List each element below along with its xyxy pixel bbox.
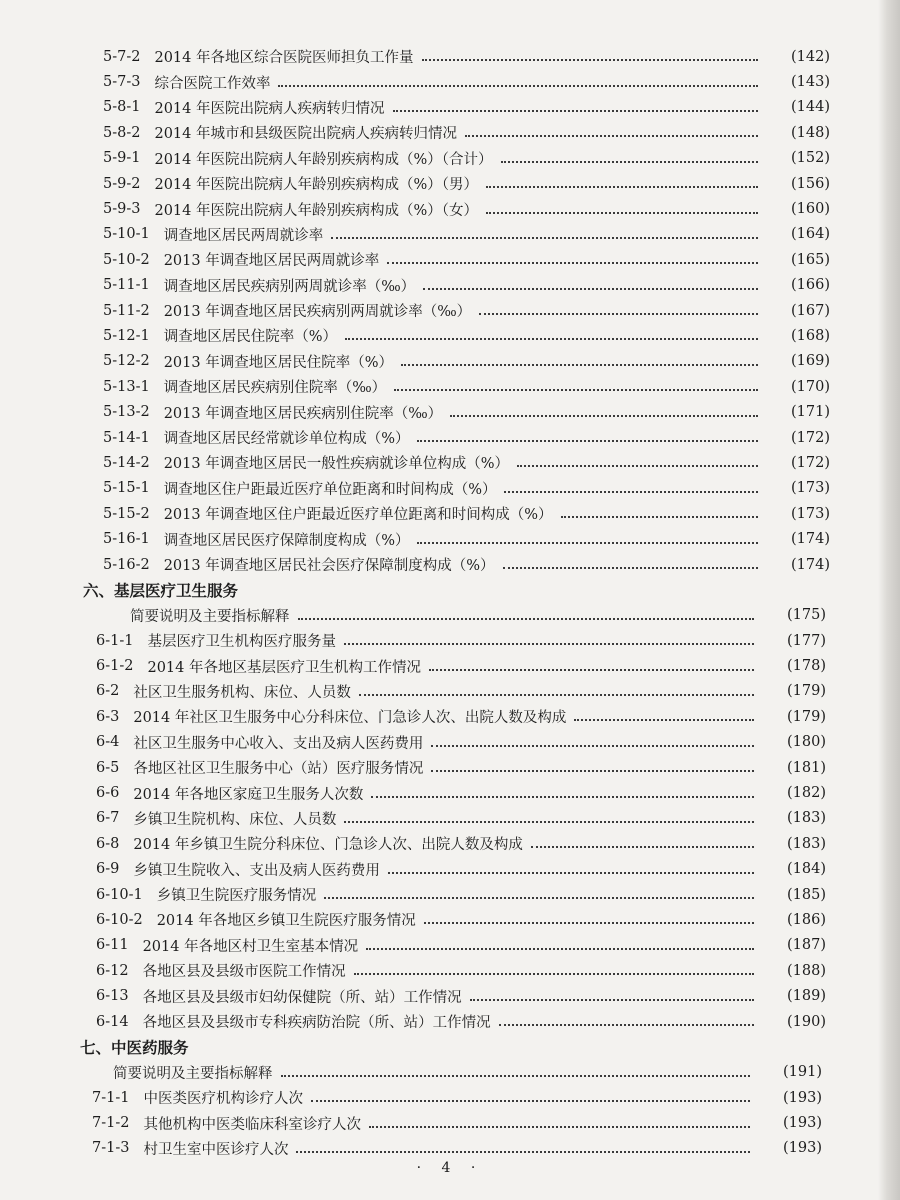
- entry-page: (179): [787, 683, 826, 700]
- entry-number: 6-1-2: [96, 658, 134, 675]
- entry-title: 综合医院工作效率: [154, 75, 271, 92]
- entry-page: (183): [787, 835, 826, 852]
- toc-entry[interactable]: [0, 831, 900, 856]
- entry-number: 6-13: [96, 988, 129, 1005]
- entry-page: (188): [787, 962, 826, 979]
- dot-leader: [359, 693, 754, 696]
- entry-number: 5-16-2: [103, 556, 150, 573]
- entry-number: 6-6: [96, 785, 120, 802]
- dot-leader: [431, 769, 754, 772]
- dot-leader: [417, 541, 758, 544]
- entry-number: 6-11: [96, 937, 129, 954]
- entry-number: 5-15-1: [103, 480, 150, 497]
- dot-leader: [531, 845, 754, 848]
- entry-number: 5-16-1: [103, 531, 150, 548]
- dot-leader: [504, 490, 758, 493]
- toc-entry[interactable]: [0, 958, 900, 983]
- entry-page: (152): [791, 150, 830, 167]
- section-heading-7[interactable]: 七、中医药服务: [80, 1037, 189, 1057]
- entry-title: 乡镇卫生院收入、支出及病人医药费用: [133, 862, 380, 879]
- toc-entry[interactable]: [0, 349, 900, 374]
- entry-page: (191): [783, 1064, 822, 1081]
- entry-page: (172): [791, 454, 830, 471]
- entry-number: 5-13-1: [103, 378, 150, 395]
- entry-number: 6-12: [96, 962, 129, 979]
- entry-page: (144): [791, 99, 830, 116]
- entry-title: 简要说明及主要指标解释: [130, 608, 290, 625]
- dot-leader: [465, 134, 758, 137]
- entry-page: (183): [787, 810, 826, 827]
- toc-entry[interactable]: [0, 222, 900, 247]
- entry-title: 2013 年调查地区居民住院率（%）: [163, 354, 393, 371]
- toc-entry[interactable]: [0, 69, 900, 94]
- entry-title: 中医类医疗机构诊疗人次: [143, 1091, 303, 1108]
- entry-title: 2014 年各地区综合医院医师担负工作量: [154, 50, 414, 67]
- dot-leader: [388, 871, 754, 874]
- dot-leader: [296, 1150, 750, 1153]
- entry-number: 6-9: [96, 861, 120, 878]
- toc-entry[interactable]: [0, 476, 900, 501]
- entry-title: 2013 年调查地区居民两周就诊率: [163, 253, 380, 270]
- toc-entry[interactable]: [0, 425, 900, 450]
- entry-number: 6-5: [96, 759, 120, 776]
- entry-page: (181): [787, 759, 826, 776]
- dot-leader: [354, 972, 754, 975]
- entry-page: (182): [787, 785, 826, 802]
- entry-title: 调查地区住户距最近医疗单位距离和时间构成（%）: [163, 481, 497, 498]
- entry-title: 调查地区居民经常就诊单位构成（%）: [163, 431, 410, 448]
- entry-page: (187): [787, 937, 826, 954]
- entry-page: (165): [791, 251, 830, 268]
- dot-leader: [344, 820, 754, 823]
- entry-number: 6-8: [96, 835, 120, 852]
- entry-page: (193): [783, 1089, 822, 1106]
- entry-title: 2013 年调查地区居民疾病别两周就诊率（‰）: [163, 304, 472, 321]
- toc-chapter-7-entries: [0, 1085, 900, 1161]
- toc-entry[interactable]: [0, 806, 900, 831]
- entry-number: 5-8-1: [103, 99, 141, 116]
- dot-leader: [311, 1099, 750, 1102]
- toc-entry[interactable]: [0, 501, 900, 526]
- entry-number: 6-14: [96, 1013, 129, 1030]
- entry-page: (193): [783, 1140, 822, 1157]
- entry-title: 调查地区居民住院率（%）: [163, 329, 337, 346]
- dot-leader: [424, 921, 754, 924]
- entry-title: 乡镇卫生院机构、床位、人员数: [133, 811, 337, 828]
- entry-number: 5-7-3: [103, 74, 141, 91]
- entry-number: 6-3: [96, 708, 120, 725]
- entry-title: 2014 年各地区乡镇卫生院医疗服务情况: [156, 913, 416, 930]
- dot-leader: [281, 1074, 751, 1077]
- entry-number: 5-10-2: [103, 251, 150, 268]
- entry-page: (174): [791, 556, 830, 573]
- entry-number: 5-9-1: [103, 150, 141, 167]
- toc-entry[interactable]: [0, 146, 900, 171]
- entry-title: 2014 年城市和县级医院出院病人疾病转归情况: [154, 126, 457, 143]
- entry-number: 5-7-2: [103, 48, 141, 65]
- entry-page: (173): [791, 505, 830, 522]
- toc-entry[interactable]: [0, 526, 900, 551]
- entry-page: (171): [791, 404, 830, 421]
- dot-leader: [401, 363, 758, 366]
- entry-number: 5-11-2: [103, 302, 150, 319]
- entry-title: 2013 年调查地区居民疾病别住院率（‰）: [163, 405, 443, 422]
- entry-title: 2014 年乡镇卫生院分科床位、门急诊人次、出院人数及构成: [133, 837, 523, 854]
- entry-page: (177): [787, 632, 826, 649]
- entry-title: 2014 年各地区家庭卫生服务人次数: [133, 786, 364, 803]
- entry-title: 各地区县及县级市医院工作情况: [142, 964, 346, 981]
- toc-entry[interactable]: [0, 1136, 900, 1161]
- dot-leader: [345, 337, 758, 340]
- dot-leader: [503, 566, 759, 569]
- entry-title: 调查地区居民两周就诊率: [163, 227, 324, 244]
- entry-page: (167): [791, 302, 830, 319]
- entry-title: 调查地区居民医疗保障制度构成（%）: [163, 532, 410, 549]
- entry-title: 2014 年各地区基层医疗卫生机构工作情况: [147, 659, 421, 676]
- toc-entry[interactable]: [0, 882, 900, 907]
- entry-page: (160): [791, 201, 830, 218]
- toc-entry[interactable]: [0, 1110, 900, 1135]
- entry-title: 其他机构中医类临床科室诊疗人次: [143, 1116, 361, 1133]
- entry-number: 5-15-2: [103, 505, 150, 522]
- entry-page: (179): [787, 708, 826, 725]
- entry-page: (174): [791, 531, 830, 548]
- entry-title: 2014 年医院出院病人年龄别疾病构成（%）（合计）: [154, 151, 493, 168]
- toc-intro-entry[interactable]: [0, 603, 900, 628]
- dot-leader: [344, 642, 754, 645]
- toc-intro-entry[interactable]: [0, 1060, 900, 1085]
- entry-title: 调查地区居民疾病别住院率（‰）: [163, 380, 387, 397]
- toc-entry[interactable]: [0, 857, 900, 882]
- entry-page: (189): [787, 988, 826, 1005]
- table-of-contents: [0, 44, 900, 1161]
- dot-leader: [486, 211, 758, 214]
- entry-title: 乡镇卫生院医疗服务情况: [156, 888, 317, 905]
- toc-entry[interactable]: [0, 704, 900, 729]
- entry-title: 各地区县及县级市妇幼保健院（所、站）工作情况: [142, 989, 462, 1006]
- entry-page: (178): [787, 658, 826, 675]
- toc-entry[interactable]: [0, 1085, 900, 1110]
- entry-page: (186): [787, 911, 826, 928]
- dot-leader: [517, 464, 758, 467]
- toc-entry[interactable]: [0, 95, 900, 120]
- toc-entry[interactable]: [0, 399, 900, 424]
- entry-page: (142): [791, 48, 830, 65]
- entry-number: 7-1-1: [92, 1089, 130, 1106]
- dot-leader: [393, 109, 759, 112]
- entry-page: (180): [787, 734, 826, 751]
- toc-chapter-6-entries: [0, 628, 900, 1034]
- entry-page: (168): [791, 327, 830, 344]
- entry-number: 6-7: [96, 810, 120, 827]
- section-heading-6[interactable]: 六、基层医疗卫生服务: [83, 580, 239, 600]
- toc-chapter-5-entries: [0, 44, 900, 577]
- entry-number: 6-2: [96, 683, 120, 700]
- toc-entry[interactable]: [0, 552, 900, 577]
- entry-title: 2014 年各地区村卫生室基本情况: [142, 938, 359, 955]
- entry-page: (164): [791, 226, 830, 243]
- dot-leader: [394, 388, 758, 391]
- entry-number: 5-9-2: [103, 175, 141, 192]
- toc-entry[interactable]: [0, 983, 900, 1008]
- entry-page: (166): [791, 277, 830, 294]
- entry-number: 5-12-2: [103, 353, 150, 370]
- entry-number: 6-1-1: [96, 632, 134, 649]
- dot-leader: [450, 414, 758, 417]
- entry-title: 社区卫生服务机构、床位、人员数: [133, 684, 351, 701]
- entry-page: (170): [791, 378, 830, 395]
- toc-entry[interactable]: [0, 653, 900, 678]
- toc-entry[interactable]: [0, 298, 900, 323]
- entry-number: 7-1-3: [92, 1140, 130, 1157]
- dot-leader: [479, 312, 758, 315]
- dot-leader: [486, 185, 758, 188]
- dot-leader: [369, 1125, 750, 1128]
- dot-leader: [574, 718, 754, 721]
- toc-entry[interactable]: [0, 323, 900, 348]
- entry-number: 5-10-1: [103, 226, 150, 243]
- entry-number: 5-13-2: [103, 404, 150, 421]
- toc-entry[interactable]: [0, 780, 900, 805]
- toc-entry[interactable]: [0, 374, 900, 399]
- entry-number: 6-10-1: [96, 886, 143, 903]
- toc-entry[interactable]: [0, 933, 900, 958]
- entry-title: 各地区社区卫生服务中心（站）医疗服务情况: [133, 761, 424, 778]
- toc-entry[interactable]: [0, 171, 900, 196]
- dot-leader: [366, 947, 754, 950]
- entry-page: (169): [791, 353, 830, 370]
- entry-number: 5-14-2: [103, 454, 150, 471]
- dot-leader: [331, 236, 758, 239]
- dot-leader: [561, 515, 759, 518]
- dot-leader: [429, 668, 754, 671]
- toc-entry[interactable]: [0, 247, 900, 272]
- entry-number: 5-14-1: [103, 429, 150, 446]
- toc-entry[interactable]: [0, 679, 900, 704]
- toc-entry[interactable]: [0, 1009, 900, 1034]
- entry-number: 5-9-3: [103, 201, 141, 218]
- dot-leader: [470, 998, 754, 1001]
- entry-title: 2014 年社区卫生服务中心分科床位、门急诊人次、出院人数及构成: [133, 710, 567, 727]
- entry-title: 调查地区居民疾病别两周就诊率（‰）: [163, 278, 416, 295]
- toc-entry[interactable]: [0, 450, 900, 475]
- toc-entry[interactable]: [0, 44, 900, 69]
- toc-entry[interactable]: [0, 907, 900, 932]
- dot-leader: [298, 617, 755, 620]
- dot-leader: [417, 439, 758, 442]
- entry-title: 2013 年调查地区居民一般性疾病就诊单位构成（%）: [163, 456, 509, 473]
- entry-page: (190): [787, 1013, 826, 1030]
- dot-leader: [431, 744, 754, 747]
- entry-title: 简要说明及主要指标解释: [113, 1065, 273, 1082]
- entry-number: 5-11-1: [103, 277, 150, 294]
- dot-leader: [324, 896, 754, 899]
- entry-page: (173): [791, 480, 830, 497]
- toc-entry[interactable]: [0, 755, 900, 780]
- toc-entry[interactable]: [0, 273, 900, 298]
- entry-title: 村卫生室中医诊疗人次: [143, 1141, 289, 1158]
- entry-title: 2014 年医院出院病人年龄别疾病构成（%）（男）: [154, 177, 479, 194]
- toc-entry[interactable]: [0, 196, 900, 221]
- entry-title: 各地区县及县级市专科疾病防治院（所、站）工作情况: [142, 1015, 491, 1032]
- entry-page: (185): [787, 886, 826, 903]
- entry-title: 2013 年调查地区居民社会医疗保障制度构成（%）: [163, 558, 495, 574]
- page-number: · 4 ·: [416, 1160, 484, 1176]
- dot-leader: [371, 795, 754, 798]
- entry-page: (148): [791, 124, 830, 141]
- entry-title: 基层医疗卫生机构医疗服务量: [147, 634, 336, 651]
- entry-page: (184): [787, 861, 826, 878]
- entry-title: 2013 年调查地区住户距最近医疗单位距离和时间构成（%）: [163, 507, 553, 524]
- dot-leader: [499, 1023, 754, 1026]
- toc-entry[interactable]: [0, 120, 900, 145]
- entry-number: 6-4: [96, 734, 120, 751]
- entry-number: 5-8-2: [103, 124, 141, 141]
- dot-leader: [422, 58, 759, 61]
- entry-title: 2014 年医院出院病人疾病转归情况: [154, 100, 385, 117]
- entry-page: (193): [783, 1115, 822, 1132]
- entry-page: (175): [787, 607, 826, 624]
- entry-number: 7-1-2: [92, 1115, 130, 1132]
- entry-page: (143): [791, 74, 830, 91]
- dot-leader: [387, 261, 758, 264]
- entry-page: (156): [791, 175, 830, 192]
- entry-title: 社区卫生服务中心收入、支出及病人医药费用: [133, 735, 424, 752]
- dot-leader: [501, 160, 758, 163]
- dot-leader: [278, 84, 758, 87]
- toc-entry[interactable]: [0, 628, 900, 653]
- toc-entry[interactable]: [0, 730, 900, 755]
- entry-number: 5-12-1: [103, 327, 150, 344]
- entry-title: 2014 年医院出院病人年龄别疾病构成（%）（女）: [154, 202, 479, 219]
- entry-number: 6-10-2: [96, 911, 143, 928]
- entry-page: (172): [791, 429, 830, 446]
- dot-leader: [423, 287, 758, 290]
